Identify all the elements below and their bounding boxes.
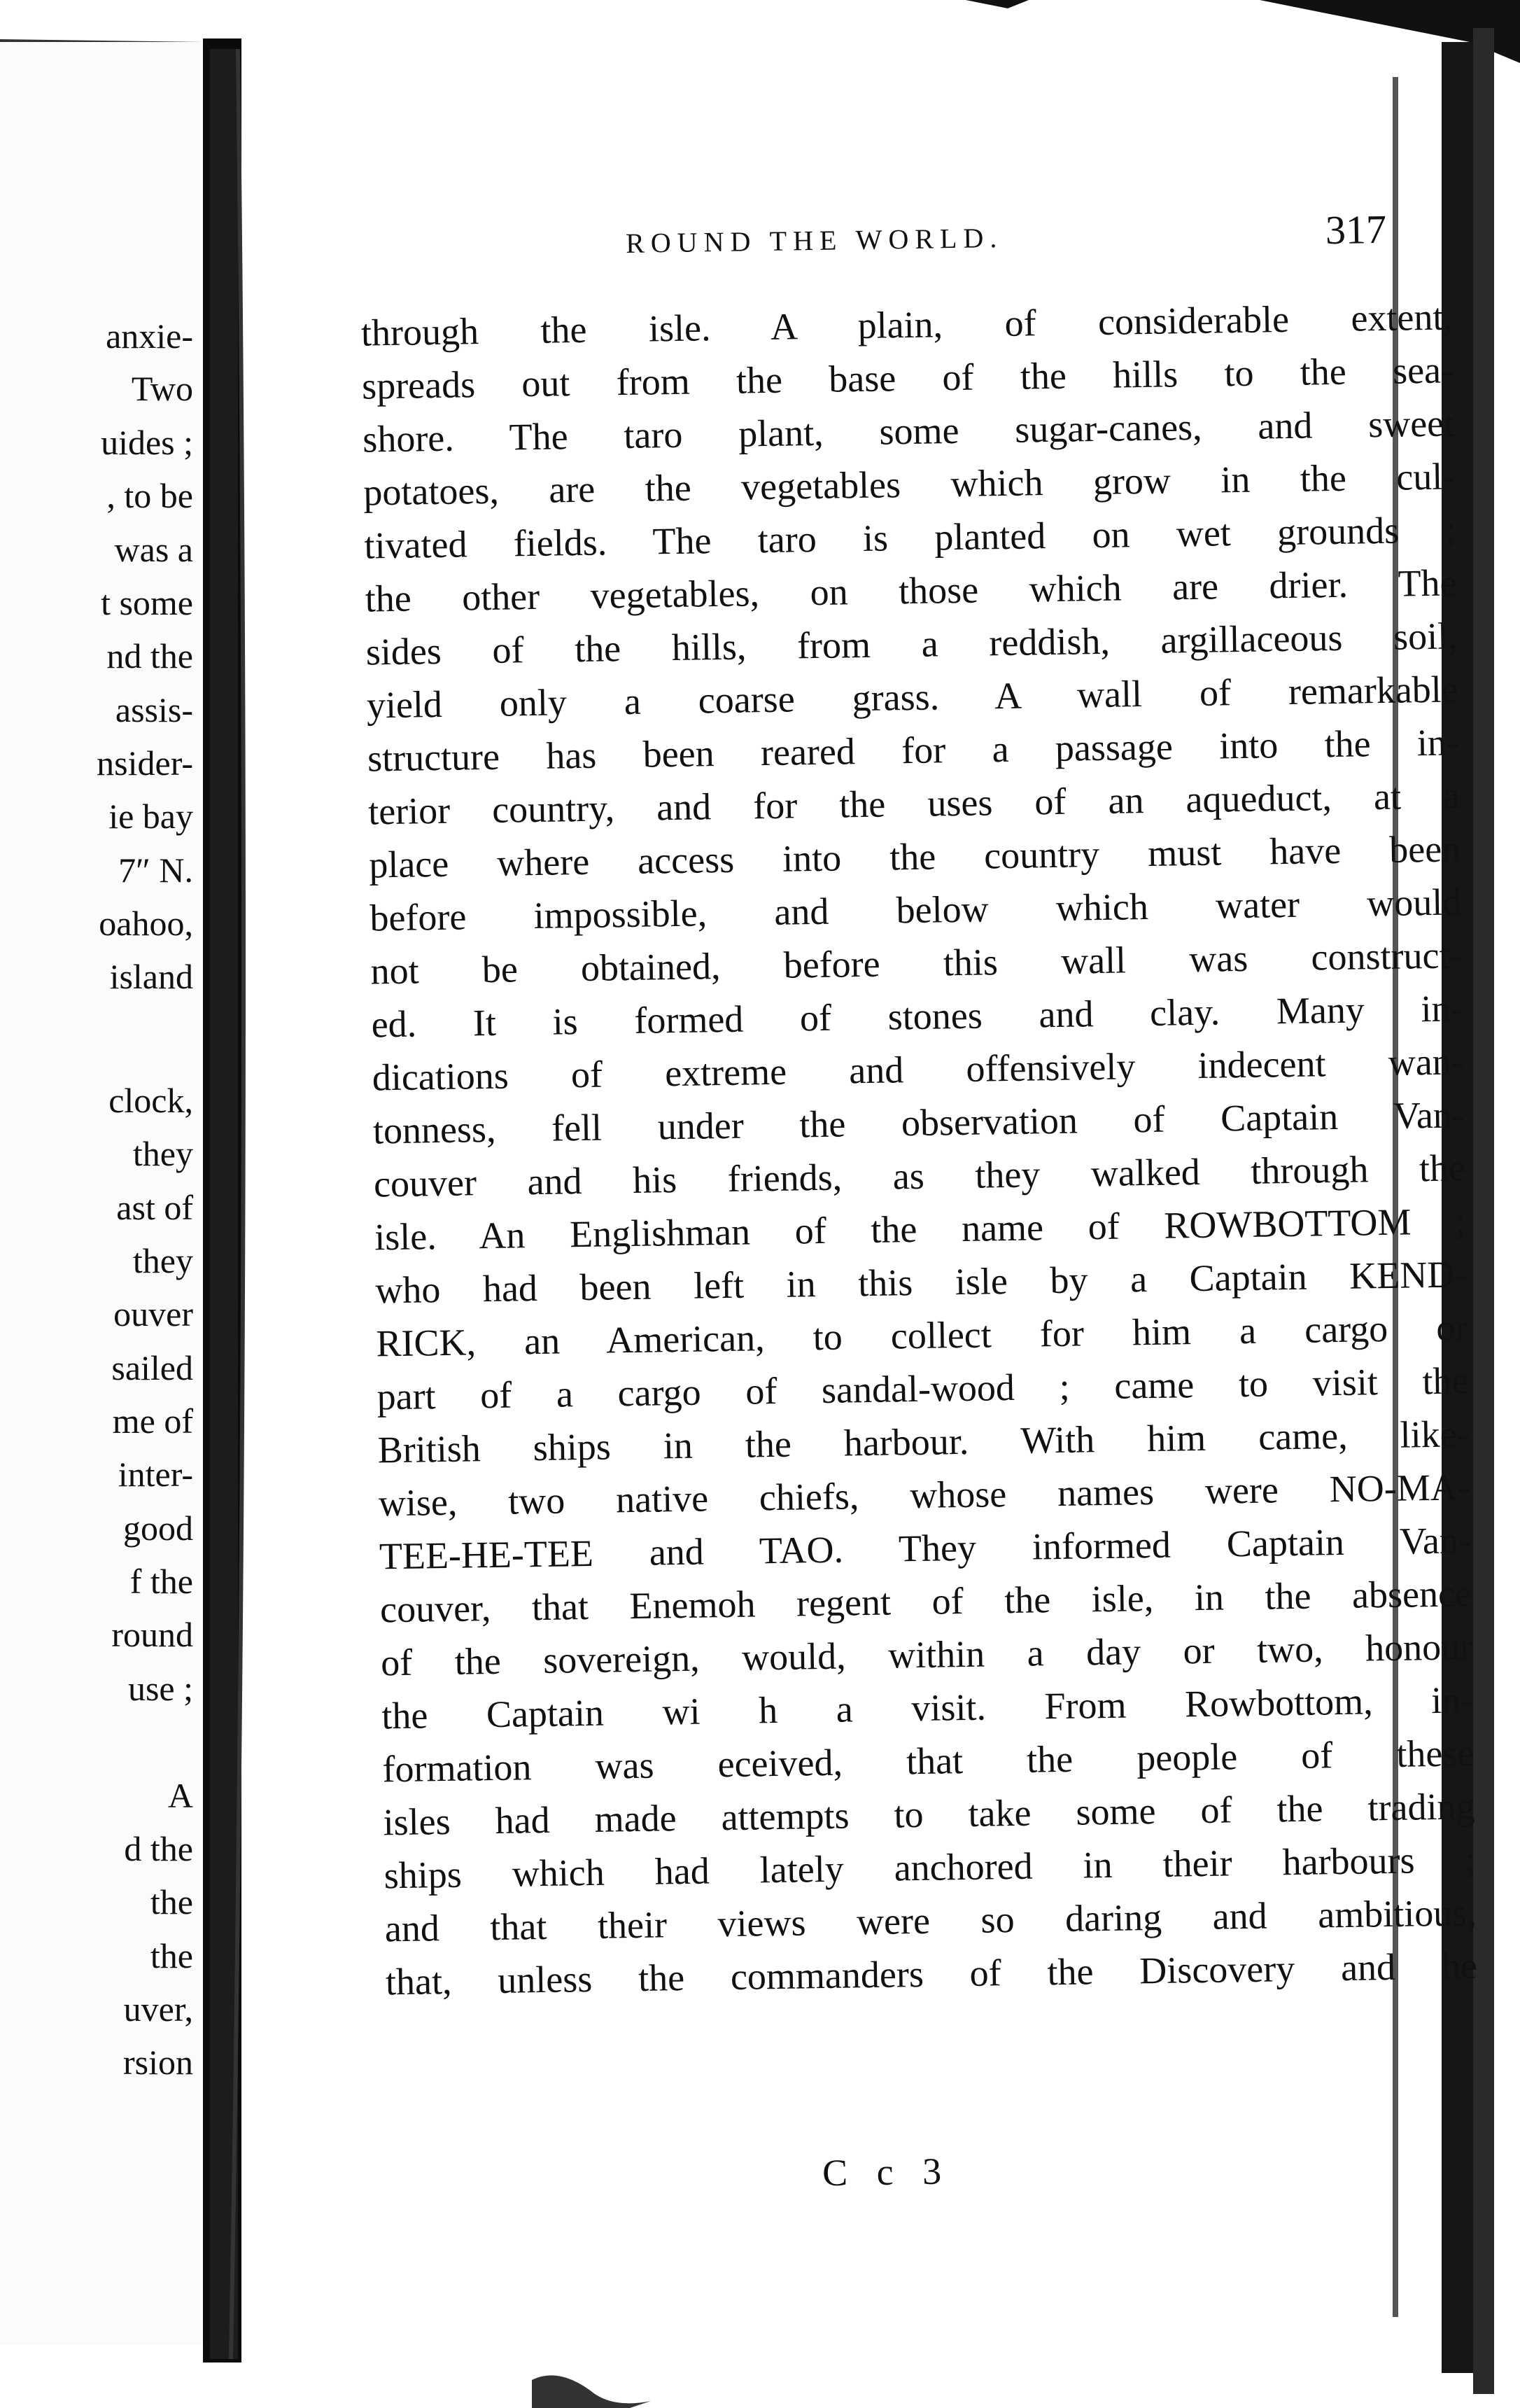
text-line: of the sovereign, would, within a day or two, honour xyxy=(380,1625,1473,1684)
left-fragment: good xyxy=(123,1508,193,1548)
left-fragment: nsider- xyxy=(97,743,193,783)
left-fragment: me of xyxy=(112,1401,193,1441)
text-line: British ships in the harbour. With him came, like- xyxy=(377,1413,1470,1471)
left-fragment: oahoo, xyxy=(99,904,193,943)
text-line: and that their views were so daring and ambitious, xyxy=(384,1891,1477,1950)
text-line: spreads out from the base of the hills to the sea- xyxy=(361,349,1454,407)
text-line: the Captain wi h a visit. From Rowbottom, in- xyxy=(381,1679,1474,1737)
page-number: 317 xyxy=(1325,206,1387,253)
text-line: sides of the hills, from a reddish, argillaceous soil, xyxy=(365,615,1458,673)
text-line: who had been left in this isle by a Captain KEND- xyxy=(374,1253,1468,1312)
text-line: place where access into the country must have been xyxy=(368,827,1461,886)
left-fragment: t some xyxy=(101,583,193,622)
text-line: yield only a coarse grass. A wall of remarkable xyxy=(366,668,1459,727)
left-fragment: f the xyxy=(129,1562,193,1601)
left-fragment: sailed xyxy=(111,1348,193,1387)
left-fragment: the xyxy=(150,1936,193,1975)
left-fragment: , to be xyxy=(106,476,193,515)
left-fragment: nd the xyxy=(106,636,193,676)
left-fragment: was a xyxy=(114,530,193,569)
text-line: shore. The taro plant, some sugar-canes, and sweet xyxy=(362,402,1455,461)
left-fragment: anxie- xyxy=(106,316,193,356)
text-line: part of a cargo of sandal-wood ; came to visit the xyxy=(377,1359,1469,1418)
left-fragment: uides ; xyxy=(101,423,193,462)
text-line: through the isle. A plain, of considerable extent, xyxy=(360,295,1454,354)
text-line: TEE-HE-TEE and TAO. They informed Captain Van- xyxy=(379,1519,1472,1578)
left-fragment: d the xyxy=(124,1829,193,1868)
text-line: ships which had lately anchored in their harbours ; xyxy=(383,1838,1477,1897)
text-line: tonness, fell under the observation of Captain Van- xyxy=(372,1093,1465,1152)
body-text xyxy=(360,290,1477,2008)
right-page xyxy=(245,31,1510,2345)
text-line: couver, that Enemoh regent of the isle, in the absence xyxy=(379,1572,1472,1631)
text-line: ed. It is formed of stones and clay. Many in- xyxy=(371,987,1463,1046)
text-line: couver and his friends, as they walked through the xyxy=(373,1147,1466,1205)
text-line: dications of extreme and offensively indecent wan- xyxy=(372,1040,1465,1099)
left-fragment: they xyxy=(132,1241,193,1280)
text-line: isles had made attempts to take some of the trading xyxy=(383,1785,1475,1844)
left-fragment: use ; xyxy=(127,1669,193,1708)
left-fragment: 7″ N. xyxy=(118,850,193,890)
left-fragment: Two xyxy=(131,369,193,408)
left-fragment: ast of xyxy=(116,1188,193,1227)
text-line: the other vegetables, on those which are drier. The xyxy=(365,561,1457,620)
running-head: ROUND THE WORLD. xyxy=(625,221,1004,259)
text-line: structure has been reared for a passage into the in- xyxy=(367,721,1460,780)
left-page-fragment xyxy=(0,42,203,2345)
left-fragment: assis- xyxy=(115,690,193,729)
left-fragment: ouver xyxy=(113,1294,193,1334)
signature-mark: C c 3 xyxy=(822,2150,952,2194)
left-fragment: inter- xyxy=(118,1455,193,1494)
left-fragment: uver, xyxy=(123,1989,193,2029)
text-line: wise, two native chiefs, whose names were NO-MA- xyxy=(378,1466,1471,1525)
text-line: that, unless the commanders of the Discovery and he xyxy=(385,1945,1478,2003)
left-fragment: they xyxy=(132,1134,193,1173)
text-line: terior country, and for the uses of an aqueduct, at a xyxy=(367,774,1461,833)
left-fragment: round xyxy=(111,1615,193,1654)
text-line: not be obtained, before this wall was construct- xyxy=(370,934,1463,993)
text-line: RICK, an American, to collect for him a cargo or xyxy=(376,1306,1468,1365)
text-line: potatoes, are the vegetables which grow in the cul- xyxy=(363,455,1456,514)
left-fragment: clock, xyxy=(108,1081,193,1120)
text-line: before impossible, and below which water would xyxy=(369,881,1462,939)
left-fragment: ie bay xyxy=(108,797,193,836)
left-fragment: A xyxy=(167,1776,193,1815)
text-line: isle. An Englishman of the name of ROWBOTTOM ; xyxy=(374,1200,1467,1259)
left-fragment: rsion xyxy=(123,2043,193,2082)
text-line: formation was eceived, that the people of these xyxy=(382,1732,1475,1791)
left-fragment: the xyxy=(150,1882,193,1921)
left-fragment: island xyxy=(109,957,193,996)
text-line: tivated fields. The taro is planted on wet grounds ; xyxy=(364,508,1456,567)
